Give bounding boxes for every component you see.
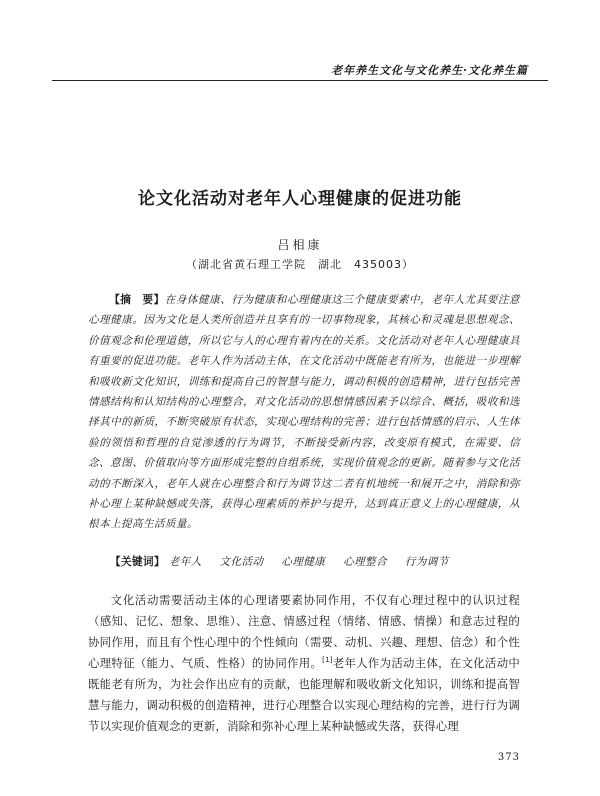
keyword-item: 心理整合 <box>343 556 388 568</box>
page-number: 373 <box>497 752 520 763</box>
keyword-item: 行为调节 <box>404 556 449 568</box>
article-title: 论文化活动对老年人心理健康的促进功能 <box>138 189 462 209</box>
author-name: 吕相康 <box>277 238 323 252</box>
keyword-item: 心理健康 <box>281 556 326 568</box>
citation-reference[interactable]: [1] <box>322 656 333 665</box>
keyword-item: 文化活动 <box>219 556 264 568</box>
running-header: 老年养生文化与文化养生·文化养生篇 <box>331 64 528 77</box>
abstract-label: 【摘 要】 <box>109 294 165 306</box>
abstract <box>88 290 520 535</box>
abstract-text: 在身体健康、行为健康和心理健康这三个健康要素中，老年人尤其要注意心理健康。因为文化是人类所创造并且享有的一切事物现象，其核心和灵魂是思想观念、价值观念和伦理道德，所以它与人的心理有着内在的关系。文化活动对老年人心理健康具有重要的促进功能。老年人作为活动主体，在文化活动中既能老有所为，也能进一步理解和吸收新文化知识，训练和提高自己的智慧与能力，调动积极的创造精神，进行包括完善情感结构和认知结构的心理整合，对文化活动的思想情感因素予以综合、概括，吸收和选择其中的新质，不断突破原有状态，实现心理结构的完善；进行包括情感的启示、人生体验的领悟和哲理的自觉渗透的行为调节，不断接受新内容，改变原有模式，在需要、信念、意图、价值取向等方面形成完整的自组系统，实现价值观念的更新。随着参与文化活动的不断深入，老年人就在心理整合和行为调节这二者有机地统一和展开之中，消除和弥补心理上某种缺憾或失落，获得心理素质的养护与提升，达到真正意义上的心理健康，从根本上提高生活质量。 <box>88 294 521 531</box>
body-text-part-1: 文化活动需要活动主体的心理诸要素协同作用，不仅有心理过程中的认识过程（感知、记忆、想象、思维）、注意、情感过程（情绪、情感、情操）和意志过程的协同作用，而且有个性心理中的个性倾向（需要、动机、兴趣、理想、信念）和个性心理特征（能力、气质、性格）的协同作用。 <box>88 593 520 670</box>
author-affiliation: （湖北省黄石理工学院 湖北 435003） <box>186 258 414 271</box>
keywords-label: 【关键词】 <box>110 556 165 568</box>
body-text-part-2: 老年人作为活动主体，在文化活动中既能老有所为，为社会作出应有的贡献，也能理解和吸收新文化知识，训练和提高智慧与能力，调动积极的创造精神，进行心理整合以实现心理结构的完善，进行行为调节以实现价值观念的更新，消除和弥补心理上某种缺憾或失落，获得心理 <box>88 656 520 733</box>
header-rule <box>52 80 548 81</box>
keywords <box>110 554 463 569</box>
body-paragraph <box>88 590 520 737</box>
keyword-item: 老年人 <box>168 556 202 568</box>
